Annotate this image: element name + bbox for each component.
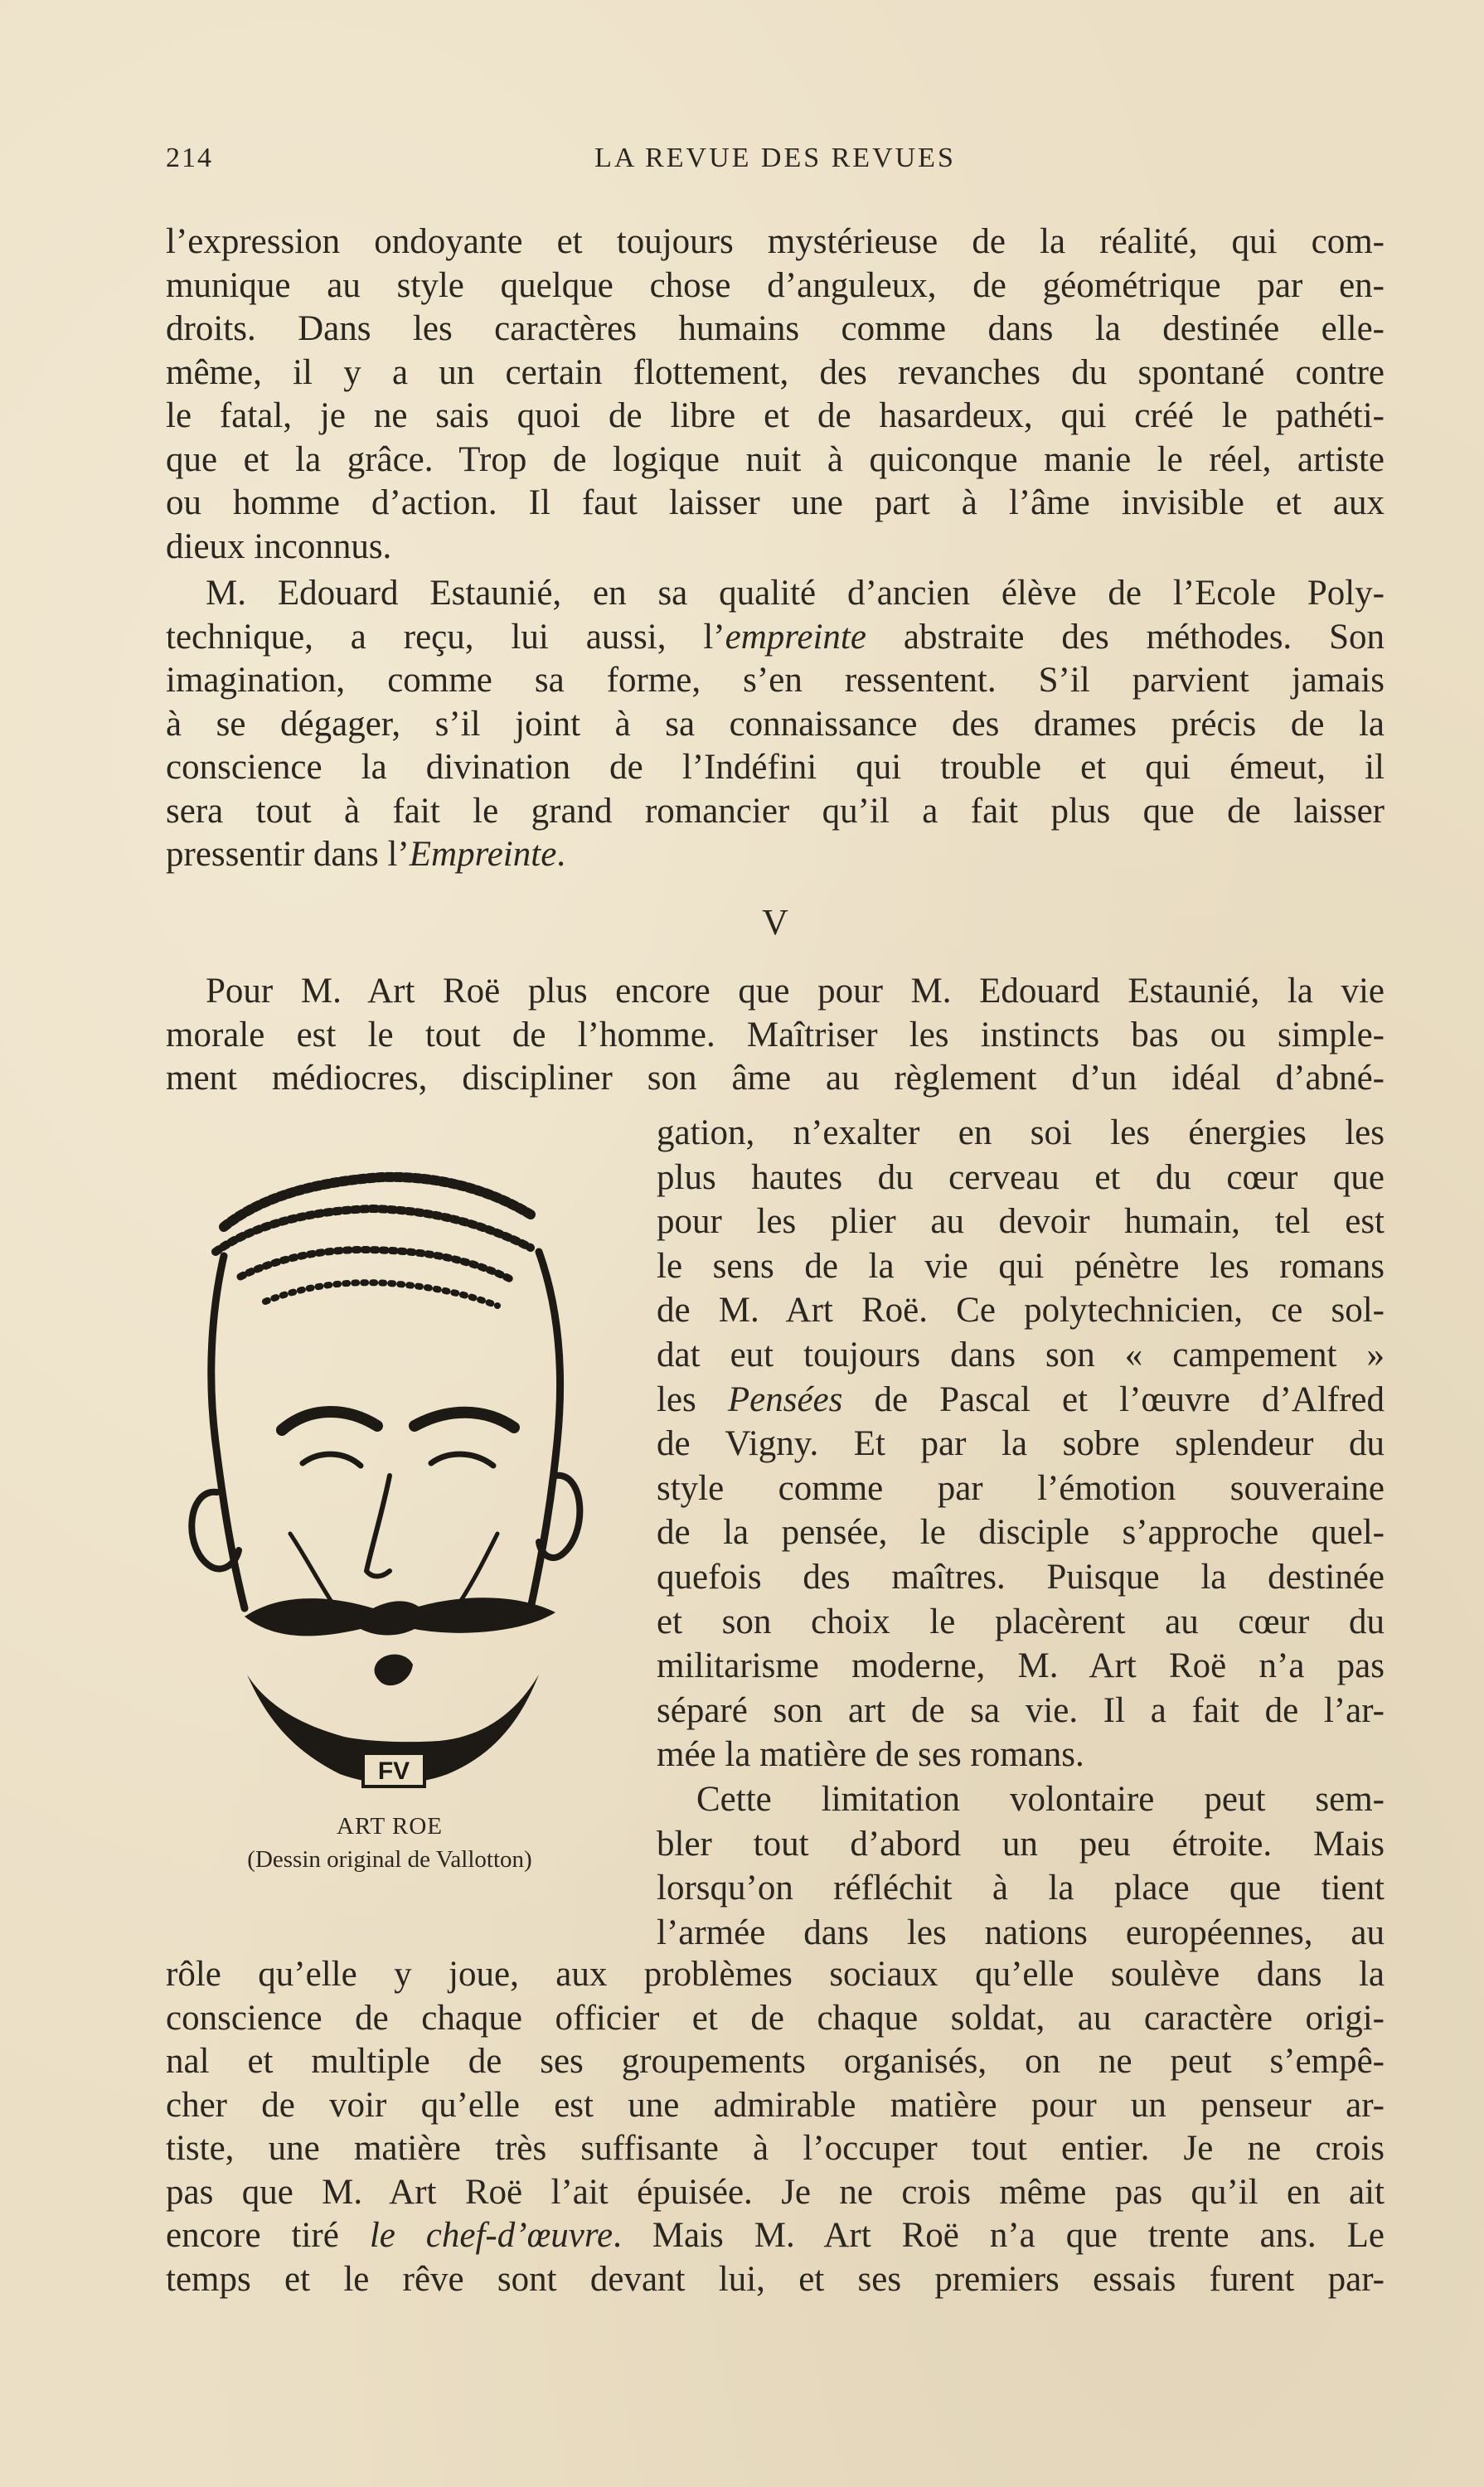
chin-tuft <box>375 1655 413 1686</box>
text-line: cher de voir qu’elle est une admirable matière pour un penseur ar- <box>166 2085 1385 2125</box>
portrait-illustration <box>166 1144 613 1791</box>
text-line: l’armée dans les nations européennes, au <box>657 1913 1385 1952</box>
text-line: nal et multiple de ses groupements organisés, on ne peut s’empê- <box>166 2042 1385 2081</box>
text-line: dat eut toujours dans son « campement » <box>657 1335 1385 1374</box>
text-line: ment médiocres, discipliner son âme au règlement d’un idéal d’abné- <box>166 1059 1385 1098</box>
paragraph-3-column <box>657 1111 1385 1777</box>
text-line: à se dégager, s’il joint à sa connaissance des drames précis de la <box>166 704 1385 744</box>
running-head <box>166 143 1385 184</box>
text-line: ou homme d’action. Il faut laisser une part à l’âme invisible et aux <box>166 483 1385 522</box>
text-line: mée la matière de ses romans. <box>657 1735 1084 1775</box>
text-line: même, il y a un certain flottement, des revanches du spontané contre <box>166 352 1385 392</box>
text-line: gation, n’exalter en soi les énergies les <box>657 1113 1385 1152</box>
text-line: imagination, comme sa forme, s’en ressentent. S’il parvient jamais <box>166 661 1385 700</box>
text-line: le fatal, je ne sais quoi de libre et de hasardeux, qui créé le pathéti- <box>166 396 1385 435</box>
italic-title: Pensées <box>727 1379 843 1419</box>
eyebrow <box>282 1412 377 1430</box>
text-line: technique, a reçu, lui aussi, l’empreinte abstraite des méthodes. Son <box>166 617 1385 657</box>
text-line: droits. Dans les caractères humains comme dans la destinée elle- <box>166 309 1385 348</box>
illustration-caption <box>182 1810 597 1876</box>
text-line: morale est le tout de l’homme. Maîtriser les instincts bas ou simple- <box>166 1015 1385 1054</box>
monogram: FV <box>377 1757 410 1785</box>
text-line: quefois des maîtres. Puisque la destinée <box>657 1557 1385 1597</box>
text-line: que et la grâce. Trop de logique nuit à quiconque manie le réel, artiste <box>166 439 1385 479</box>
italic-title: le chef-d’œuvre <box>369 2216 613 2255</box>
section-heading: V <box>762 902 788 943</box>
page-number: 214 <box>166 143 213 173</box>
text-line: Cette limitation volontaire peut sem- <box>696 1780 1385 1819</box>
text-line: dieux inconnus. <box>166 526 392 566</box>
text-line: le sens de la vie qui pénètre les romans <box>657 1246 1385 1286</box>
text-line: pas que M. Art Roë l’ait épuisée. Je ne crois même pas qu’il en ait <box>166 2172 1385 2212</box>
text-line: de Vigny. Et par la sobre splendeur du <box>657 1424 1385 1464</box>
text-line: lorsqu’on réfléchit à la place que tient <box>657 1869 1385 1908</box>
text-line: et son choix le placèrent au cœur du <box>657 1602 1385 1641</box>
text-line: encore tiré le chef-d’œuvre. Mais M. Art Roë n’a que trente ans. Le <box>166 2216 1385 2255</box>
text-line: de la pensée, le disciple s’approche quel- <box>657 1513 1385 1553</box>
paragraph-4-column <box>657 1777 1385 1955</box>
paragraph-1 <box>166 221 1385 569</box>
text-line: M. Edouard Estaunié, en sa qualité d’ancien élève de l’Ecole Poly- <box>206 574 1385 613</box>
text-line: temps et le rêve sont devant lui, et ses premiers essais furent par- <box>166 2259 1385 2299</box>
text-line: sera tout à fait le grand romancier qu’il a fait plus que de laisser <box>166 791 1385 831</box>
text-line: conscience la divination de l’Indéfini qui trouble et qui émeut, il <box>166 748 1385 787</box>
running-title: LA REVUE DES REVUES <box>594 143 956 173</box>
paragraph-3-opening <box>166 970 1385 1101</box>
text-line: pour les plier au devoir humain, tel est <box>657 1202 1385 1242</box>
text-line: conscience de chaque officier et de chaque soldat, au caractère origi- <box>166 1998 1385 2038</box>
nose <box>366 1476 390 1576</box>
text-line: style comme par l’émotion souveraine <box>657 1468 1385 1508</box>
text-line: munique au style quelque chose d’anguleux, de géométrique par en- <box>166 265 1385 305</box>
hair-strokes <box>224 1177 531 1227</box>
italic-title: empreinte <box>725 617 866 657</box>
text-line: Pour M. Art Roë plus encore que pour M. Edouard Estaunié, la vie <box>206 972 1385 1011</box>
text-line: de M. Art Roë. Ce polytechnicien, ce sol- <box>657 1291 1385 1331</box>
text-line: rôle qu’elle y joue, aux problèmes sociaux qu’elle soulève dans la <box>166 1955 1385 1994</box>
paragraph-2 <box>166 572 1385 877</box>
moustache <box>245 1597 555 1636</box>
eye <box>303 1454 361 1466</box>
text-line: les Pensées de Pascal et l’œuvre d’Alfred <box>657 1379 1385 1419</box>
paragraph-4-continued <box>166 1953 1385 2301</box>
text-line: pressentir dans l’Empreinte. <box>166 835 566 874</box>
text-line: séparé son art de sa vie. Il a fait de l’ar- <box>657 1690 1385 1730</box>
italic-title: Empreinte <box>409 835 557 874</box>
text-line: militarisme moderne, M. Art Roë n’a pas <box>657 1646 1385 1686</box>
text-line: bler tout d’abord un peu étroite. Mais <box>657 1824 1385 1864</box>
text-line: plus hautes du cerveau et du cœur que <box>657 1157 1385 1197</box>
caption-credit: (Dessin original de Vallotton) <box>247 1846 532 1873</box>
text-line: l’expression ondoyante et toujours mystérieuse de la réalité, qui com- <box>166 222 1385 261</box>
caption-title: ART ROE <box>337 1813 443 1840</box>
text-line: tiste, une matière très suffisante à l’occuper tout entier. Je ne crois <box>166 2129 1385 2168</box>
